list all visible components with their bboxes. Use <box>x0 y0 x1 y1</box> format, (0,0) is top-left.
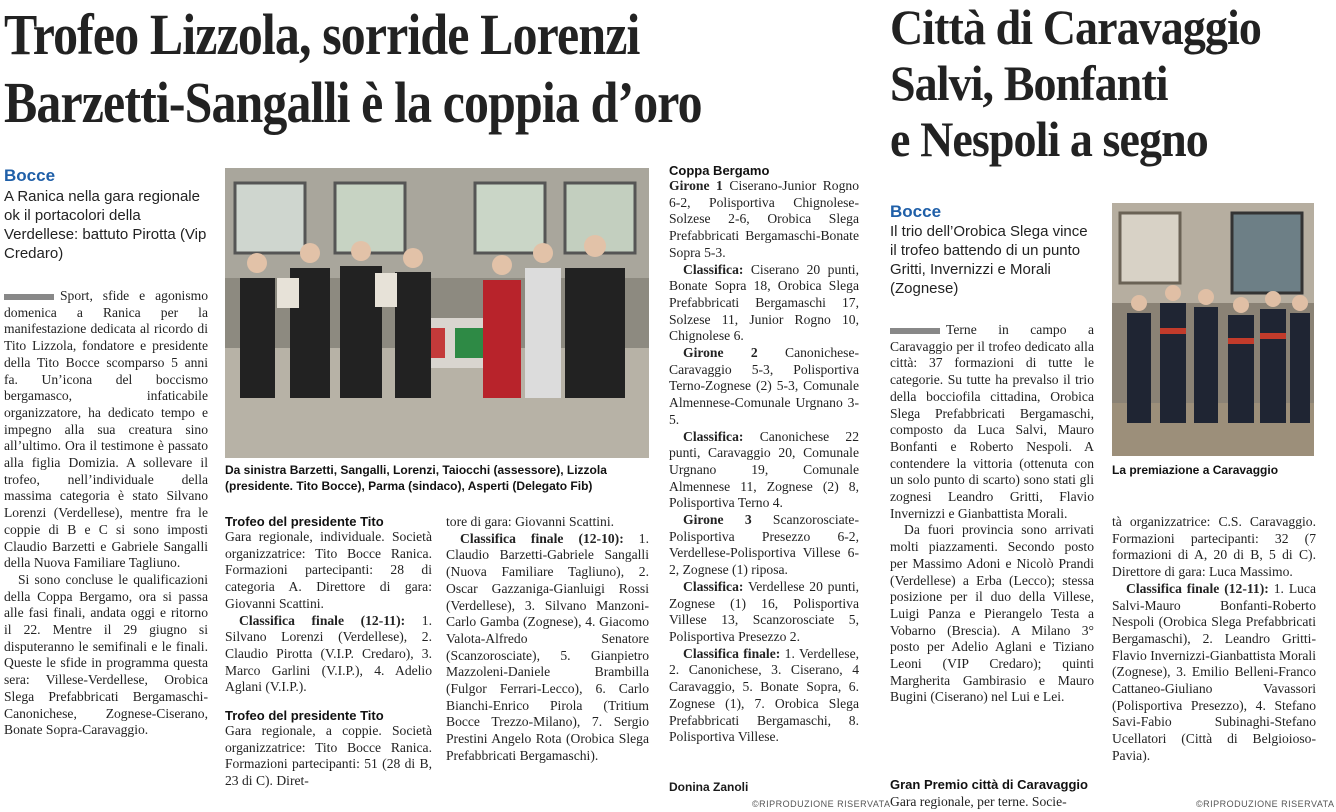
left-photo-caption: Da sinistra Barzetti, Sangalli, Lorenzi, Taiocchi (assessore), Lizzola (presidente. Tito Bocce), Parma (sindaco), Asperti (Delegato Fib) <box>225 463 607 493</box>
author: Donina Zanoli <box>669 780 749 794</box>
classifica2-label: Classifica: <box>683 428 744 444</box>
lead-bar <box>4 294 54 300</box>
left-col3-cf-text: 1. Claudio Barzetti-Gabriele Sangalli (Nuova Familiare Tagliuno), 2. Oscar Gazzaniga-Gianluigi Rossi (Verdellese), 3. Silvano Manzoni-Carlo Gamba (Zognese), 4. Giacomo Valota-Alfredo Senatore (Scanzorosciate), 5. Gianpietro Mazzoleni-Daniele Brambilla (Fulgor Ferrari-Lecco), 6. Carlo Bianchi-Enrico Pirola (Tritium Bocce Trezzo-Milano), 7. Sergio Prestini Angelo Rota (Orobica Slega Prefabbricati Bergamaschi). <box>446 530 649 763</box>
left-col2-block1 <box>225 529 432 696</box>
right-col2-cf-text: 1. Luca Salvi-Mauro Bonfanti-Roberto Nespoli (Orobica Slega Prefabbricati Bergamaschi), 2. Leandro Gritti-Flavio Invernizzi-Gianbattista Morali (Zognese), 3. Emilio Belleni-Franco Cattaneo-Giuliano Vavassori (Polisportiva Presezzo), 4. Stefano Savi-Fabio Subinaghi-Stefano Ucellatori (Città di Belgioioso-Pavia). <box>1112 580 1316 763</box>
left-headline-line2: Barzetti-Sangalli è la coppia d’oro <box>4 70 702 135</box>
right-col1-body <box>890 322 1094 706</box>
left-col2-cf1-label: Classifica finale (12-11): <box>239 612 406 628</box>
classifica1-label: Classifica: <box>683 261 744 277</box>
left-col3-cf-label: Classifica finale (12-10): <box>460 530 624 546</box>
award-ceremony-photo <box>225 168 649 458</box>
classifica3-label: Classifica: <box>683 578 744 594</box>
right-headline-line2: Salvi, Bonfanti <box>890 55 1168 111</box>
classifica2-text: Canonichese 22 punti, Caravaggio 20, Comunale Urgnano 19, Comunale Almennese 11, Zognese (2) 8, Polisportiva Terno 4. <box>669 428 859 511</box>
girone2-label: Girone 2 <box>683 345 758 361</box>
classifica1-text: Ciserano 20 punti, Bonate Sopra 18, Orobica Slega Prefabbricati Bergamaschi 17, Solzese 11, Junior Rogno 10, Chignolese 6. <box>669 261 859 344</box>
left-col3 <box>446 514 649 765</box>
girone1-text: Ciserano-Junior Rogno 6-2, Polisportiva Chignolese-Solzese 2-6, Orobica Slega Prefabbricati Bergamaschi-Bonate Sopra 5-3. <box>669 178 859 260</box>
left-col1-body <box>4 288 208 739</box>
right-col2-cf-label: Classifica finale (12-11): <box>1126 580 1269 596</box>
girone1-label: Girone 1 <box>669 178 723 193</box>
right-photo <box>1112 203 1314 456</box>
girone3-label: Girone 3 <box>683 512 752 528</box>
right-headline-line1: Città di Caravaggio <box>890 0 1261 55</box>
right-col2-text: tà organizzatrice: C.S. Caravaggio. Formazioni partecipanti: 32 (7 formazioni di A, 20 di B, 5 di C). Direttore di gara: Luca Massimo. <box>1112 514 1316 580</box>
left-col2-text1: Gara regionale, individuale. Società organizzatrice: Tito Bocce Ranica. Formazioni partecipanti: 28 di categoria A. Direttore di gara: Giovanni Scattini. <box>225 529 432 611</box>
girone2-text: Canonichese-Caravaggio 5-3, Polisportiva Terno-Zognese (2) 5-3, Comunale Almennese-Comunale Urgnano 3-5. <box>669 345 859 427</box>
right-col1-paragraph1: Terne in campo a Caravaggio per il trofeo dedicato alla città: 37 formazioni di tutte le categorie. Su tutte ha prevalso il trio della bocciofila cittadina, Orobica Slega Prefabbricati Bergamaschi, composto da Luca Salvi, Mauro Bonfanti e Roberto Nespoli. A contendere la vittoria (ottenuta con un solo punto di scarto) sono stati gli zognesi Leandro Gritti, Flavio Invernizzi e Gianbattista Morali. <box>890 322 1094 521</box>
right-col1-text-p: Gara regionale, per terne. Socie- <box>890 794 1067 809</box>
left-kicker: Bocce <box>4 166 56 185</box>
caravaggio-ceremony-photo <box>1112 203 1314 456</box>
right-photo-caption: La premiazione a Caravaggio <box>1112 463 1279 477</box>
left-col3-text: tore di gara: Giovanni Scattini. <box>446 514 614 529</box>
left-col2-block2 <box>225 723 432 790</box>
left-col2 <box>225 514 432 790</box>
coppa-bergamo-body <box>669 178 859 746</box>
right-col1-title: Gran Premio città di Caravaggio <box>890 777 1088 792</box>
right-col1-text <box>890 794 1094 811</box>
left-summary: A Ranica nella gara regionale ok il portacolori della Verdellese: battuto Pirotta (Vip Credaro) <box>4 188 207 262</box>
left-headline-line1: Trofeo Lizzola, sorride Lorenzi <box>4 2 640 67</box>
classifica3-text: Verdellese 20 punti, Zognese (1) 16, Polisportiva Villese 13, Scanzorosciate 5, Polisportiva Presezzo 2. <box>669 578 859 644</box>
right-headline-line3: e Nespoli a segno <box>890 111 1208 167</box>
left-col2-title2: Trofeo del presidente Tito <box>225 708 384 724</box>
right-rights: ©RIPRODUZIONE RISERVATA <box>1196 799 1335 809</box>
left-photo <box>225 168 649 458</box>
classifica-finale-text: 1. Verdellese, 2. Canonichese, 3. Ciserano, 4 Caravaggio, 5. Bonate Sopra, 6. Zognese (1), 7. Orobica Slega Prefabbricati Bergamaschi, 8. Polisportiva Villese. <box>669 645 859 745</box>
left-col4 <box>669 163 859 746</box>
classifica-finale-label: Classifica finale: <box>683 645 781 661</box>
right-col2 <box>1112 514 1316 765</box>
right-lead-bar <box>890 328 940 334</box>
left-rights: ©RIPRODUZIONE RISERVATA <box>752 799 891 809</box>
girone3-text: Scanzorosciate-Polisportiva Presezzo 6-2, Verdellese-Polisportiva Villese 6-2, Zognese (1) riposa. <box>669 512 859 578</box>
left-col1-paragraph2: Si sono concluse le qualificazioni della Coppa Bergamo, ora si passa alle fasi finali, andata oggi e ritorno il 22. Mentre il 29 giugno si disputeranno le semifinali e le finali. Queste le sfide in programma questa sera: Villese-Verdellese, Orobica Slega Prefabbricati Bergamaschi-Canonichese, Zognese-Ciserano, Bonate Sopra-Caravaggio. <box>4 571 208 738</box>
left-col1-paragraph1: Sport, sfide e agonismo domenica a Ranica per la manifestazione dedicata al ricordo di Tito Lizzola, fondatore e presidente della Tito Bocce scomparso 5 anni fa. Un’icona del boccismo bergamasco, infaticabile organizzatore, ha dedicato tempo e impegno alla sua creatura sino all’ultimo. Ora il testimone è passato alla figlia Domizia. A sollevare il trofeo, nell’individuale della massima categoria è stato Silvano Lorenzi (Verdellese), mentre fra le coppie di B e C si sono imposti Claudio Barzetti e Gabriele Sangalli della Nuova Familiare Tagliuno. <box>4 288 208 571</box>
left-col2-cf1-text: 1. Silvano Lorenzi (Verdellese), 2. Claudio Pirotta (V.I.P. Credaro), 3. Marco Garlini (V.I.P.), 4. Adelio Aglani (V.I.P.). <box>225 612 432 695</box>
left-col2-title1: Trofeo del presidente Tito <box>225 514 384 529</box>
left-col2-text2: Gara regionale, a coppie. Società organizzatrice: Tito Bocce Ranica. Formazioni partecipanti: 51 (28 di B, 23 di C). Diret- <box>225 723 432 789</box>
right-summary: Il trio dell’Orobica Slega vince il trofeo battendo di un punto Gritti, Invernizzi e Morali (Zognese) <box>890 223 1088 297</box>
right-col1-paragraph2: Da fuori provincia sono arrivati molti piazzamenti. Secondo posto per Massimo Adoni e Nicolò Prandi (Verdellese) a Erba (Lecco); stessa posizione per il duo della Villese, Luigi Panza e Pierangelo Testa a Vobarno (Brescia). A Milano 3° posto per Adelio Aglani e Tiziano Leoni (VIP Credaro); quinti Margherita Gambirasio e Mauro Bugini (Ciserano) nel Lui e Lei. <box>890 522 1094 705</box>
coppa-bergamo-title: Coppa Bergamo <box>669 163 770 178</box>
right-kicker: Bocce <box>890 202 942 221</box>
